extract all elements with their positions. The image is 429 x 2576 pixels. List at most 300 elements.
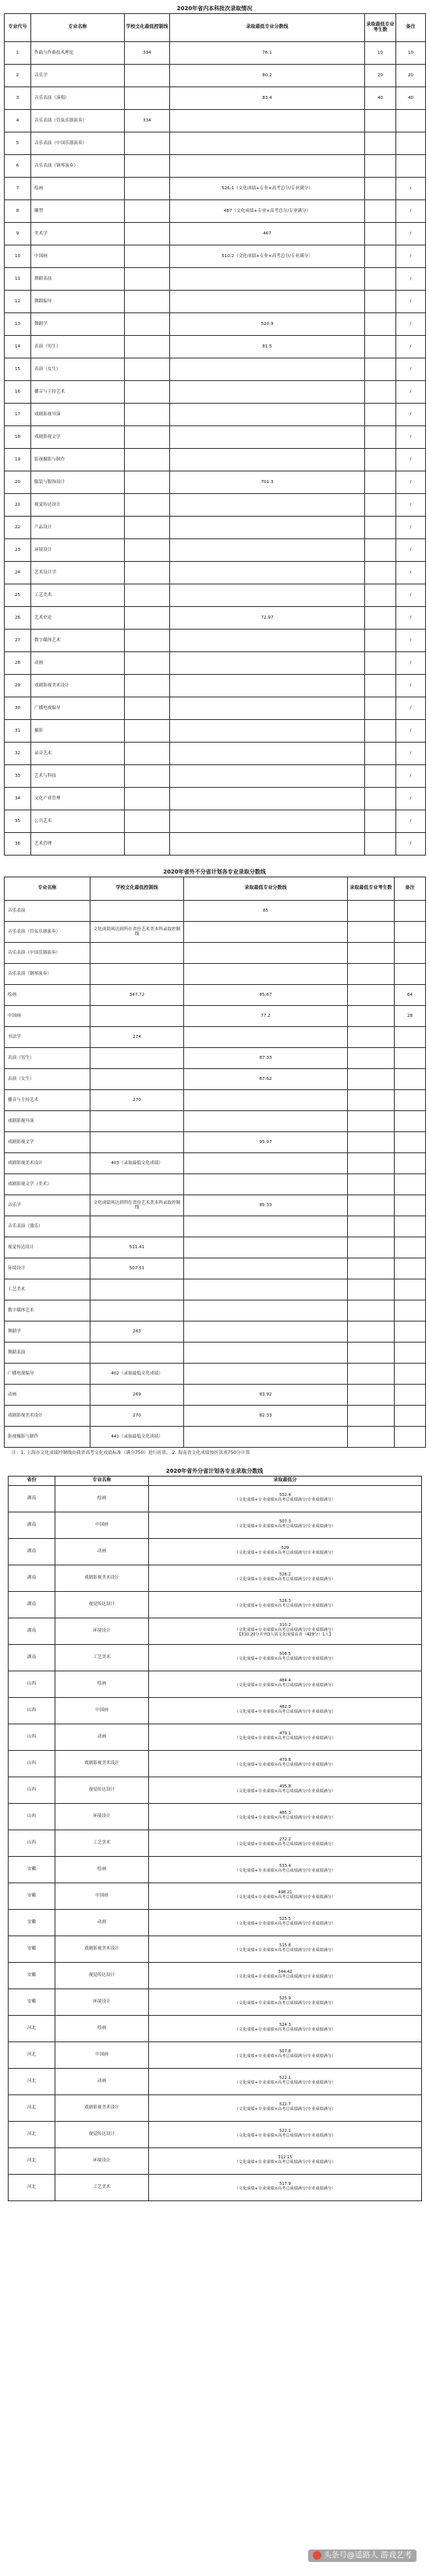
note-cell: / — [396, 358, 426, 381]
culture-line-cell — [125, 675, 170, 697]
score-value: 484.4 — [279, 1678, 291, 1684]
major-cell: 绘画 — [55, 1856, 149, 1883]
count-cell — [365, 223, 396, 245]
table-row — [9, 1565, 422, 1591]
culture-line-cell — [125, 471, 170, 494]
note-cell: / — [396, 223, 426, 245]
count-cell — [365, 268, 396, 291]
major-cell: 动画 — [55, 1538, 149, 1565]
culture-line-cell — [125, 268, 170, 291]
count-cell — [365, 471, 396, 494]
major-cell: 广播电视编导 — [31, 697, 125, 720]
score-cell — [184, 943, 348, 964]
score-cell: 77.2 — [184, 1006, 348, 1027]
province-cell: 山西 — [9, 1777, 55, 1803]
score-cell — [170, 268, 365, 291]
table-row — [5, 517, 426, 539]
province-cell: 山西 — [9, 1697, 55, 1724]
count-cell — [348, 1174, 395, 1195]
major-cell: 中国画 — [5, 1006, 90, 1027]
note-cell: / — [396, 178, 426, 200]
header-major: 专业名称 — [31, 14, 125, 42]
major-cell: 戏剧影视美术设计 — [5, 1153, 90, 1174]
province-cell: 安徽 — [9, 1936, 55, 1962]
major-cell: 绘画 — [5, 985, 90, 1006]
score-cell — [170, 358, 365, 381]
culture-line-cell: 270 — [90, 1406, 184, 1427]
culture-line-cell: 507.51 — [90, 1258, 184, 1279]
score-formula: （文化成绩+专业成绩×高考总成绩满分/专业成绩满分） — [234, 1789, 336, 1794]
major-cell: 绘画 — [31, 178, 125, 200]
major-cell: 录音艺术 — [31, 743, 125, 765]
score-formula: （文化成绩+专业成绩×高考总成绩满分/专业成绩满分） — [234, 1895, 336, 1900]
score-cell — [170, 539, 365, 562]
code-cell: 6 — [5, 155, 31, 178]
table-row — [5, 42, 426, 65]
note-cell — [395, 1279, 426, 1300]
header-major: 专业名称 — [55, 1476, 149, 1485]
culture-line-cell — [125, 426, 170, 449]
count-cell — [348, 1300, 395, 1322]
count-cell — [365, 291, 396, 313]
count-cell — [348, 1385, 395, 1406]
score-value: 532.4 — [279, 1493, 291, 1498]
table-row — [5, 1132, 426, 1153]
note-cell: / — [396, 291, 426, 313]
section-outside-unified — [4, 868, 425, 1456]
count-cell — [365, 494, 396, 517]
score-cell — [149, 1644, 422, 1671]
table-row — [5, 358, 426, 381]
note-cell: / — [396, 268, 426, 291]
table-row — [5, 1048, 426, 1069]
province-cell: 湖南 — [9, 1591, 55, 1618]
score-cell — [149, 2094, 422, 2121]
note-cell: / — [396, 471, 426, 494]
score-value: 507.8 — [279, 2049, 291, 2055]
major-cell: 舞蹈学 — [5, 1322, 90, 1343]
major-cell: 数字媒体艺术 — [31, 630, 125, 652]
major-cell: 戏剧影视文学（美术） — [5, 1174, 90, 1195]
code-cell: 2 — [5, 65, 31, 87]
note-cell — [395, 1216, 426, 1237]
culture-line-cell: 270 — [90, 1090, 184, 1111]
count-cell — [365, 697, 396, 720]
major-cell: 环境设计 — [5, 1258, 90, 1279]
table-row — [5, 268, 426, 291]
table-row — [9, 2068, 422, 2094]
code-cell: 28 — [5, 652, 31, 675]
note-cell — [396, 155, 426, 178]
major-cell: 公共艺术 — [31, 810, 125, 833]
score-value: 533.4 — [279, 1864, 291, 1869]
count-cell — [365, 178, 396, 200]
major-cell: 工艺美术 — [31, 584, 125, 607]
score-cell — [184, 1364, 348, 1385]
major-cell: 表演（男生） — [5, 1048, 90, 1069]
culture-line-cell — [125, 381, 170, 404]
watermark-logo-icon — [313, 2551, 321, 2560]
major-cell: 中国画 — [55, 1512, 149, 1538]
province-cell: 山西 — [9, 1803, 55, 1830]
score-cell: 467 — [170, 223, 365, 245]
score-cell — [170, 697, 365, 720]
score-cell — [149, 1724, 422, 1750]
note-cell: 40 — [396, 87, 426, 110]
culture-line-cell — [125, 743, 170, 765]
major-cell: 音乐表演（钢琴演奏） — [5, 964, 90, 985]
major-cell: 工艺美术 — [55, 2174, 149, 2200]
note-cell: 20 — [396, 65, 426, 87]
score-formula: （文化成绩+专业成绩×高考总成绩满分/专业成绩满分） — [234, 1577, 336, 1583]
major-cell: 中国画 — [55, 1883, 149, 1909]
table-row — [5, 200, 426, 223]
major-cell: 音乐表演（管弦乐器演奏） — [31, 110, 125, 132]
note-cell — [396, 132, 426, 155]
table-row — [5, 313, 426, 336]
province-cell: 山西 — [9, 1750, 55, 1777]
province-cell: 河北 — [9, 2121, 55, 2147]
major-cell: 绘画 — [55, 1485, 149, 1512]
score-cell — [149, 1803, 422, 1830]
culture-line-cell — [125, 652, 170, 675]
score-cell — [149, 1538, 422, 1565]
major-cell: 表演（男生） — [31, 336, 125, 358]
table-row — [5, 1385, 426, 1406]
count-cell — [348, 1279, 395, 1300]
table-row — [9, 1883, 422, 1909]
major-cell: 戏剧影视美术设计 — [31, 675, 125, 697]
header-min-score: 录取最低专业分数线 — [184, 877, 348, 901]
culture-line-cell — [125, 517, 170, 539]
count-cell — [348, 1216, 395, 1237]
table-row — [5, 539, 426, 562]
major-cell: 舞蹈编导 — [31, 291, 125, 313]
major-cell: 影视摄影与制作 — [31, 449, 125, 471]
header-min-score: 录取最低分 — [149, 1476, 422, 1485]
count-cell — [348, 1343, 395, 1364]
major-cell: 绘画 — [55, 1671, 149, 1697]
table-row — [5, 178, 426, 200]
culture-line-cell — [125, 810, 170, 833]
province-cell: 河北 — [9, 2041, 55, 2068]
header-province: 省份 — [9, 1476, 55, 1485]
section-2-title: 2020年省外不分省计划各专业录取分数线 — [163, 869, 266, 876]
score-cell: 85 — [184, 901, 348, 922]
table-row — [5, 985, 426, 1006]
count-cell — [365, 652, 396, 675]
table-row — [5, 65, 426, 87]
score-value: 508.5 — [279, 1652, 291, 1657]
province-cell: 安徽 — [9, 1856, 55, 1883]
header-culture-line: 学校文化最低控制线 — [125, 14, 170, 42]
culture-line-cell — [125, 65, 170, 87]
score-cell — [184, 1279, 348, 1300]
score-cell: 520.9 — [170, 313, 365, 336]
major-cell: 动画 — [55, 1909, 149, 1936]
province-cell: 山西 — [9, 1724, 55, 1750]
note-cell: / — [396, 720, 426, 743]
code-cell: 7 — [5, 178, 31, 200]
section-2-table — [4, 877, 426, 1448]
code-cell: 4 — [5, 110, 31, 132]
score-cell — [170, 765, 365, 788]
table-row — [5, 810, 426, 833]
score-cell: 87.33 — [184, 1048, 348, 1069]
section-2-header-row — [5, 877, 426, 901]
major-cell: 音乐表演（中国乐器演奏） — [5, 943, 90, 964]
note-cell — [395, 943, 426, 964]
culture-line-cell — [90, 1279, 184, 1300]
culture-line-cell: 402（录取最低文化成绩） — [90, 1364, 184, 1385]
table-row — [5, 1427, 426, 1448]
score-value: 479.1 — [279, 1731, 291, 1737]
code-cell: 13 — [5, 313, 31, 336]
table-row — [9, 1618, 422, 1644]
note-cell: / — [396, 788, 426, 810]
table-row — [5, 1279, 426, 1300]
count-cell — [365, 449, 396, 471]
score-cell: 83.92 — [184, 1385, 348, 1406]
score-cell — [184, 1258, 348, 1279]
culture-line-cell — [125, 291, 170, 313]
code-cell: 26 — [5, 607, 31, 630]
major-cell: 数字媒体艺术 — [5, 1300, 90, 1322]
major-cell: 戏剧影视导演 — [5, 1111, 90, 1132]
culture-line-cell: 274 — [90, 1027, 184, 1048]
score-formula: （文化成绩+专业成绩×高考总成绩满分/专业成绩满分） — [234, 2001, 336, 2006]
major-cell: 音乐表演（演唱） — [31, 87, 125, 110]
watermark — [308, 2550, 417, 2562]
score-cell — [184, 922, 348, 943]
code-cell: 12 — [5, 291, 31, 313]
major-cell: 环境设计 — [55, 2147, 149, 2174]
note-cell: / — [396, 607, 426, 630]
score-cell — [149, 1830, 422, 1856]
score-cell — [149, 1856, 422, 1883]
culture-line-cell: 269 — [90, 1385, 184, 1406]
score-cell — [184, 964, 348, 985]
culture-line-cell — [90, 1216, 184, 1237]
count-cell — [365, 607, 396, 630]
culture-line-cell — [90, 1343, 184, 1364]
count-cell — [365, 765, 396, 788]
table-row — [5, 562, 426, 584]
culture-line-cell — [125, 720, 170, 743]
province-cell: 湖南 — [9, 1618, 55, 1644]
score-value: 482.9 — [279, 1705, 291, 1710]
table-row — [5, 1364, 426, 1385]
score-cell — [184, 1427, 348, 1448]
score-formula: （文化成绩+专业成绩×高考总成绩满分/专业成绩满分） — [234, 1683, 336, 1689]
culture-line-cell — [125, 155, 170, 178]
province-cell: 湖南 — [9, 1512, 55, 1538]
table-row — [5, 720, 426, 743]
note-cell — [395, 1090, 426, 1111]
score-cell: 82.33 — [184, 1406, 348, 1427]
major-cell: 环境设计 — [55, 1803, 149, 1830]
note-cell: / — [396, 426, 426, 449]
score-formula: （文化成绩+专业成绩×高考总成绩满分/专业成绩满分） — [234, 2133, 336, 2139]
code-cell: 30 — [5, 697, 31, 720]
note-cell: / — [396, 810, 426, 833]
note-cell: / — [396, 630, 426, 652]
culture-line-cell — [125, 313, 170, 336]
major-cell: 戏剧影视导演 — [31, 404, 125, 426]
score-cell — [170, 155, 365, 178]
count-cell — [348, 1132, 395, 1153]
major-cell: 环境设计 — [55, 1988, 149, 2015]
note-cell: / — [396, 404, 426, 426]
score-cell — [184, 1300, 348, 1322]
culture-line-cell — [125, 404, 170, 426]
province-cell: 山西 — [9, 1671, 55, 1697]
score-cell: 76.1 — [170, 42, 365, 65]
table-row — [5, 743, 426, 765]
score-formula: （文化成绩+专业成绩×高考总成绩满分/专业成绩满分） — [234, 1816, 336, 1821]
major-cell: 作曲与作曲技术理论 — [31, 42, 125, 65]
major-cell: 舞蹈学 — [31, 313, 125, 336]
table-row — [9, 1644, 422, 1671]
score-value: 485.3 — [279, 1811, 291, 1816]
count-cell — [348, 1153, 395, 1174]
score-cell — [170, 494, 365, 517]
culture-line-cell: 334 — [125, 42, 170, 65]
score-cell — [149, 1565, 422, 1591]
culture-line-cell — [90, 1132, 184, 1153]
province-cell: 湖南 — [9, 1565, 55, 1591]
province-cell: 河北 — [9, 2094, 55, 2121]
major-cell: 音乐表演（中国乐器演奏） — [31, 132, 125, 155]
score-value: 272.2 — [279, 1837, 291, 1843]
culture-line-cell — [125, 87, 170, 110]
score-cell: 87.62 — [184, 1069, 348, 1090]
culture-line-cell — [125, 336, 170, 358]
major-cell: 播音与主持艺术 — [5, 1090, 90, 1111]
table-row — [5, 922, 426, 943]
major-cell: 美术学 — [31, 223, 125, 245]
major-cell: 戏剧影视美术设计 — [55, 2094, 149, 2121]
count-cell — [365, 833, 396, 856]
culture-line-cell — [125, 494, 170, 517]
table-row — [9, 1724, 422, 1750]
score-formula: （文化成绩+专业成绩×高考总成绩满分/专业成绩满分） — [234, 1868, 336, 1874]
code-cell: 34 — [5, 788, 31, 810]
score-cell — [149, 1909, 422, 1936]
major-cell: 音乐学 — [5, 1195, 90, 1216]
province-cell: 湖南 — [9, 1644, 55, 1671]
score-cell — [170, 743, 365, 765]
note-cell: / — [396, 652, 426, 675]
table-row — [5, 1216, 426, 1237]
score-cell — [149, 1512, 422, 1538]
score-cell: 80.2 — [170, 65, 365, 87]
score-cell — [184, 1153, 348, 1174]
major-cell: 艺术设计学 — [31, 562, 125, 584]
header-count: 录取最低专业考生数 — [348, 877, 395, 901]
score-value: 522.1 — [279, 2129, 291, 2134]
table-row — [5, 223, 426, 245]
table-row — [5, 788, 426, 810]
province-cell: 安徽 — [9, 1883, 55, 1909]
score-value: 522.1 — [279, 2076, 291, 2081]
score-cell — [149, 1883, 422, 1909]
note-cell — [396, 110, 426, 132]
major-cell: 绘画 — [55, 2015, 149, 2041]
table-row — [9, 1591, 422, 1618]
code-cell: 27 — [5, 630, 31, 652]
note-cell — [395, 1364, 426, 1385]
score-cell — [170, 720, 365, 743]
code-cell: 17 — [5, 404, 31, 426]
count-cell: 20 — [365, 65, 396, 87]
culture-line-cell: 文化成绩须达到所在省份艺术类本科录取控制线 — [90, 1195, 184, 1216]
major-cell: 视觉传达设计 — [55, 1962, 149, 1988]
table-row — [5, 1111, 426, 1132]
count-cell — [348, 943, 395, 964]
major-cell: 视觉传达设计 — [55, 2121, 149, 2147]
table-row — [5, 110, 426, 132]
score-cell — [149, 1988, 422, 2015]
score-value: 524.3 — [279, 2023, 291, 2028]
score-value: 312.15 — [278, 2155, 292, 2161]
score-cell — [184, 1216, 348, 1237]
province-cell: 河北 — [9, 2068, 55, 2094]
count-cell — [365, 743, 396, 765]
count-cell — [348, 922, 395, 943]
culture-line-cell — [90, 1300, 184, 1322]
score-cell — [149, 1618, 422, 1644]
score-formula: （文化成绩+专业成绩×高考总成绩满分/专业成绩满分） — [234, 1710, 336, 1715]
code-cell: 22 — [5, 517, 31, 539]
table-row — [5, 471, 426, 494]
major-cell: 摄影 — [31, 720, 125, 743]
score-cell — [184, 1174, 348, 1195]
score-value: 515.8 — [279, 1943, 291, 1949]
table-row — [5, 449, 426, 471]
note-cell — [395, 901, 426, 922]
note-cell: 28 — [395, 1006, 426, 1027]
score-cell: 85.67 — [184, 985, 348, 1006]
count-cell — [365, 132, 396, 155]
note-cell — [395, 1048, 426, 1069]
table-row — [9, 1962, 422, 1988]
score-cell — [149, 1777, 422, 1803]
note-cell — [395, 1132, 426, 1153]
code-cell: 23 — [5, 539, 31, 562]
score-cell — [170, 381, 365, 404]
score-cell — [149, 2174, 422, 2200]
major-cell: 影视摄影与制作 — [5, 1427, 90, 1448]
major-cell: 服装与服饰设计 — [31, 471, 125, 494]
code-cell: 5 — [5, 132, 31, 155]
table-row — [9, 1777, 422, 1803]
culture-line-cell — [125, 607, 170, 630]
count-cell: 40 — [365, 87, 396, 110]
culture-line-cell — [90, 1174, 184, 1195]
culture-line-cell — [125, 765, 170, 788]
score-cell — [184, 1322, 348, 1343]
major-cell: 视觉传达设计 — [5, 1237, 90, 1258]
count-cell — [365, 313, 396, 336]
count-cell — [365, 200, 396, 223]
note-cell — [395, 1174, 426, 1195]
note-cell: 10 — [396, 42, 426, 65]
section-1-title: 2020年省内本科批次录取情况 — [176, 5, 253, 12]
score-formula: （文化成绩+专业成绩×高考总成绩满分/专业成绩满分） — [234, 2186, 336, 2192]
major-cell: 戏剧影视文学 — [31, 426, 125, 449]
note-cell — [395, 964, 426, 985]
